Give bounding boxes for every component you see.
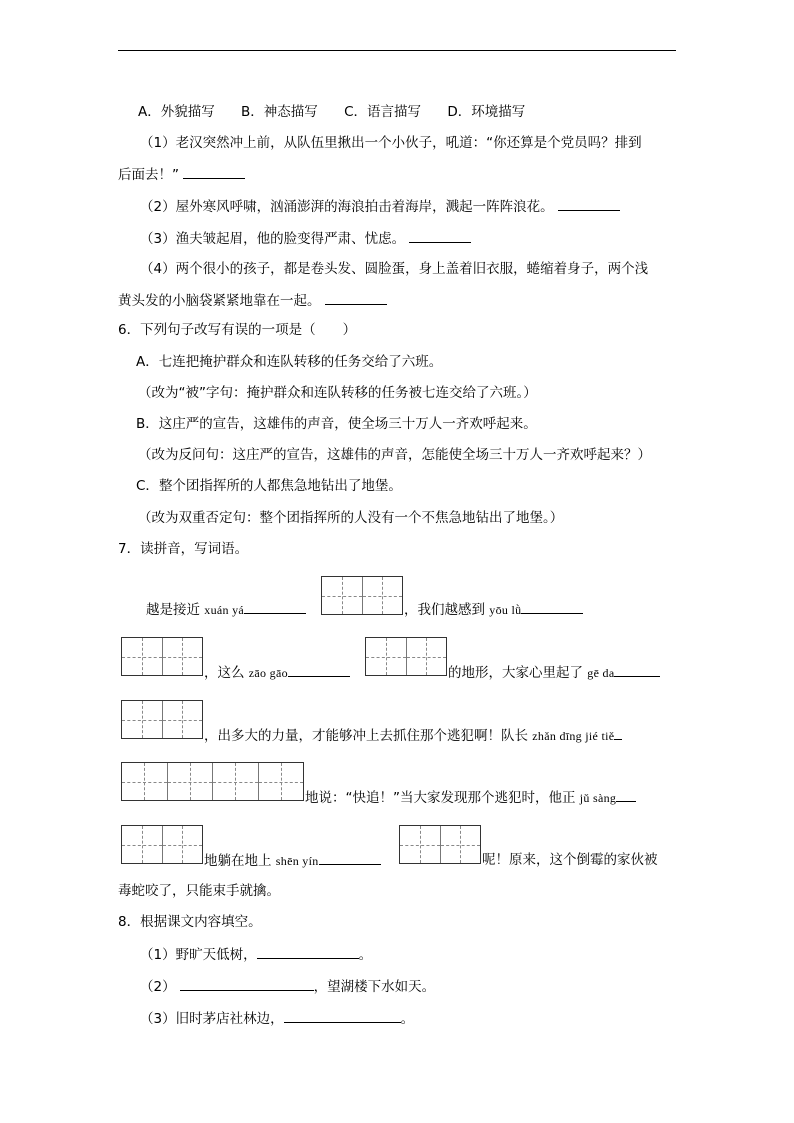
q7-row-3 [204,726,622,745]
tianzige-box-1[interactable] [321,576,403,615]
q7-row-5b: 呢！原来，这个倒霉的家伙被 [482,852,658,868]
q6-title: 6．下列句子改写有误的一项是（ ） [118,322,357,338]
option-label: A． [136,354,159,370]
pinyin: zāo gāo [248,666,288,680]
q8-item-2 [140,977,435,996]
q5-item-4-cont [118,291,387,310]
q5-options [138,103,547,121]
answer-blank[interactable] [284,1009,401,1023]
q6-option-c-rewrite: （改为双重否定句：整个团指挥所的人没有一个不焦急地钻出了地堡。） [138,510,564,526]
answer-blank[interactable] [183,165,245,179]
option-text: 这庄严的宣告，这雄伟的声音，使全场三十万人一齐欢呼起来。 [158,416,537,432]
item-text: 。 [358,947,373,963]
tianzige-box-3[interactable] [365,637,447,676]
answer-blank[interactable] [257,945,359,959]
q7-row-4 [305,788,636,807]
item-text: 旧时茅店社林边， [175,1011,284,1027]
item-label: （4） [140,261,176,277]
item-text: ，望湖楼下水如天。 [313,979,436,995]
q6-option-b[interactable] [136,415,537,433]
passage-text: 地躺在地上 [204,853,272,869]
q6-option-a[interactable] [136,353,442,371]
q7-row-1b [404,600,583,619]
item-label: （1） [140,947,176,963]
passage-text: ，我们越感到 [404,602,485,618]
answer-blank[interactable] [614,726,622,740]
pinyin: yōu lǜ [489,603,522,617]
item-text: 野旷天低树， [175,947,257,963]
passage-text: ，这么 [204,665,245,681]
q5-item-3 [140,229,471,248]
q7-row-2 [204,663,350,682]
passage-text: 的地形，大家心里起了 [448,665,583,681]
q7-row-2b [448,663,660,682]
answer-blank[interactable] [180,977,314,991]
q5-item-1 [140,134,642,152]
item-text: 渔夫皱起眉，他的脸变得严肃、忧虑。 [175,231,406,247]
answer-blank[interactable] [244,600,306,614]
item-label: （3） [140,231,176,247]
q7-row-5 [204,851,381,870]
passage-text: ，出多大的力量，才能够冲上去抓住那个逃犯啊！队长 [204,728,528,744]
answer-blank[interactable] [288,663,350,677]
q5-option-a: A．外貌描写 [138,104,215,120]
q7-row-6: 毒蛇咬了，只能束手就擒。 [118,883,280,899]
item-label: （1） [140,135,176,151]
option-label: B． [136,416,159,432]
option-label: C． [136,478,159,494]
q5-option-d: D．环境描写 [447,104,526,120]
q7-title: 7．读拼音，写词语。 [118,541,249,557]
q8-item-3 [140,1009,414,1028]
item-text: 。 [400,1011,415,1027]
pinyin: zhǎn dīng jié tiě [532,729,615,743]
q6-option-c[interactable] [136,477,402,495]
answer-blank[interactable] [319,851,381,865]
item-text: 老汉突然冲上前，从队伍里揪出一个小伙子，吼道：“你还算是个党员吗？排到 [175,135,642,151]
answer-blank[interactable] [614,663,660,677]
passage-text: 越是接近 [146,602,200,618]
q5-option-b: B．神态描写 [241,104,318,120]
tianzige-box-7[interactable] [399,825,481,864]
item-text: 屋外寒风呼啸，汹涌澎湃的海浪拍击着海岸，溅起一阵阵浪花。 [175,199,554,215]
item-label: （3） [140,1011,176,1027]
passage-text: 地说：“快追！”当大家发现那个逃犯时，他正 [305,790,576,806]
answer-blank[interactable] [325,291,387,305]
answer-blank[interactable] [409,229,471,243]
q8-item-1 [140,945,372,964]
item-text: 后面去！” [118,167,179,183]
option-text: 七连把掩护群众和连队转移的任务交给了六班。 [158,354,443,370]
q6-option-b-rewrite: （改为反问句：这庄严的宣告，这雄伟的声音，怎能使全场三十万人一齐欢呼起来？） [138,447,651,463]
q7-row-1 [146,600,306,619]
q8-title: 8．根据课文内容填空。 [118,914,262,930]
q5-option-c: C．语言描写 [344,104,422,120]
q5-item-4 [140,260,648,278]
tianzige-box-2[interactable] [121,637,203,676]
answer-blank[interactable] [521,600,583,614]
q6-option-a-rewrite: （改为“被”字句：掩护群众和连队转移的任务被七连交给了六班。） [138,385,537,401]
answer-blank[interactable] [558,197,620,211]
item-label: （2） [140,199,176,215]
tianzige-box-6[interactable] [121,825,203,864]
item-text: 两个很小的孩子，都是卷头发、圆脸蛋，身上盖着旧衣服，蜷缩着身子，两个浅 [175,261,649,277]
q5-item-1-cont [118,165,245,184]
q5-item-2 [140,197,620,216]
pinyin: xuán yá [204,603,245,617]
tianzige-box-4[interactable] [121,700,203,739]
header-rule [118,50,676,51]
pinyin: shēn yín [275,854,319,868]
pinyin: gē da [587,666,615,680]
item-text: 黄头发的小脑袋紧紧地靠在一起。 [118,293,321,309]
pinyin: jǔ sàng [579,791,617,805]
option-text: 整个团指挥所的人都焦急地钻出了地堡。 [158,478,402,494]
item-label: （2） [140,979,176,995]
tianzige-box-5[interactable] [121,762,304,801]
answer-blank[interactable] [616,788,636,802]
